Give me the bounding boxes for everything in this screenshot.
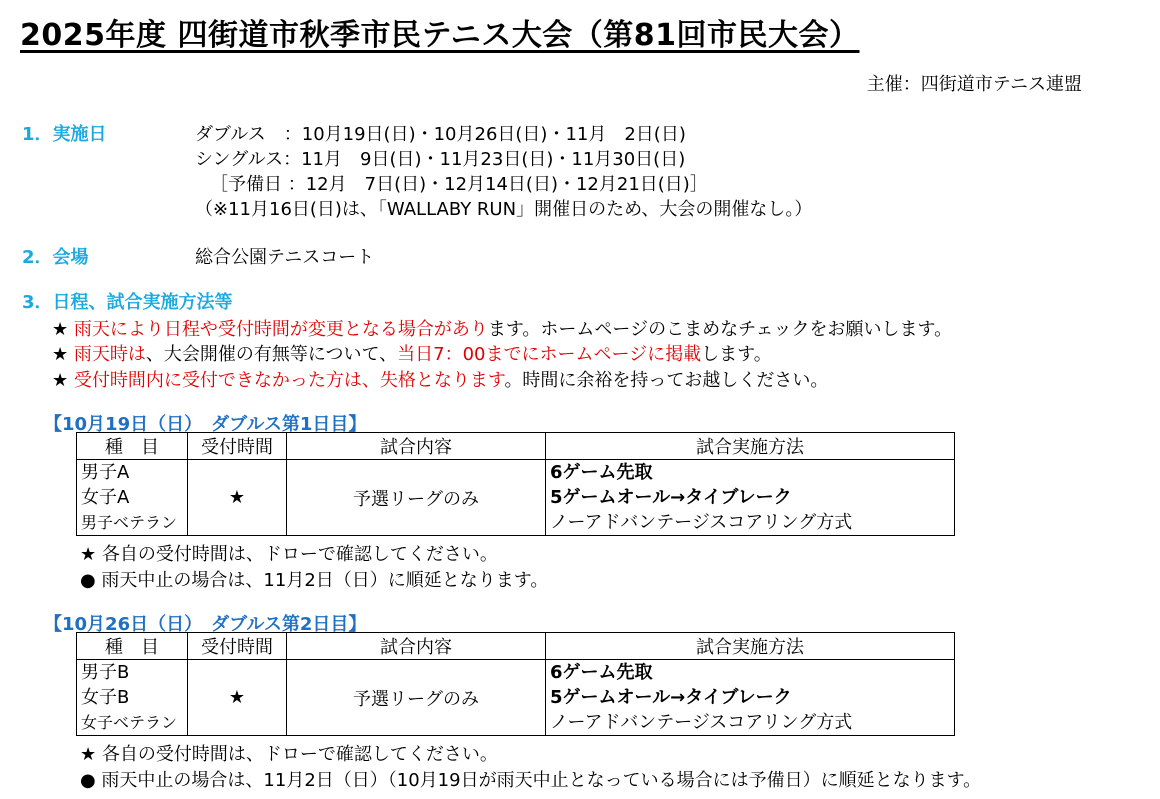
table-row	[77, 660, 955, 736]
header-method: 試合実施方法	[546, 433, 955, 460]
notice-2-rest: します。	[701, 344, 772, 365]
method-item: 5ゲームオール→タイブレーク	[550, 487, 792, 508]
category-cell	[77, 460, 188, 536]
method-item: 6ゲーム先取	[550, 462, 653, 483]
notice-2-mid: 、大会開催の有無等について、	[145, 344, 398, 365]
header-method: 試合実施方法	[546, 633, 955, 660]
notice-1-rest: ます。ホームページのこまめなチェックをお願いします。	[487, 319, 953, 340]
doubles-dates: ダブルス ：10月19日(日)・10月26日(日)・11月 2日(日)	[195, 124, 686, 145]
organizer: 主催：四街道市テニス連盟	[866, 74, 1082, 95]
content-cell: 予選リーグのみ	[287, 660, 546, 736]
method-cell	[546, 460, 955, 536]
notice-3-rest: 。時間に余裕を持ってお越しください。	[504, 370, 829, 391]
day-2-note-2: ● 雨天中止の場合は、11月2日（日）（10月19日が雨天中止となっている場合には予備日）に順延となります。	[80, 770, 982, 791]
category-cell	[77, 660, 188, 736]
method-item: 6ゲーム先取	[550, 662, 653, 683]
method-item: ノーアドバンテージスコアリング方式	[550, 712, 853, 733]
singles-dates: シングルス：11月 9日(日)・11月23日(日)・11月30日(日)	[195, 149, 686, 170]
page-title: 2025年度 四街道市秋季市民テニス大会（第81回市民大会）	[20, 18, 860, 53]
time-cell: ★	[188, 660, 287, 736]
category-item: 男子ベテラン	[81, 513, 178, 532]
notice-3-red: 受付時間内に受付できなかった方は、失格となります	[73, 370, 505, 391]
star-icon: ★	[52, 344, 69, 365]
star-icon: ★	[52, 370, 69, 391]
method-cell	[546, 660, 955, 736]
category-item: 男子B	[81, 662, 130, 683]
notice-1	[52, 315, 952, 341]
star-icon: ★	[52, 319, 69, 340]
category-item: 女子A	[81, 487, 130, 508]
date-note: （※11月16日(日)は、「WALLABY RUN」開催日のため、大会の開催なし。）	[195, 199, 813, 220]
time-cell: ★	[188, 460, 287, 536]
day-1-note-2: ● 雨天中止の場合は、11月2日（日）に順延となります。	[80, 570, 549, 591]
table-header-row	[77, 633, 955, 660]
category-item: 女子B	[81, 687, 130, 708]
header-category: 種 目	[77, 433, 188, 460]
section-2-label: 2．会場	[22, 247, 89, 268]
method-item: 5ゲームオール→タイブレーク	[550, 687, 792, 708]
venue: 総合公園テニスコート	[195, 247, 375, 268]
header-time: 受付時間	[188, 633, 287, 660]
section-1-label: 1．実施日	[22, 124, 107, 145]
table-header-row	[77, 433, 955, 460]
reserve-dates: ［予備日 ：12月 7日(日)・12月14日(日)・12月21日(日)］	[210, 174, 708, 195]
notice-2-red-2: 当日7：00までにホームページに掲載	[397, 344, 702, 365]
day-2-table	[76, 632, 955, 736]
header-time: 受付時間	[188, 433, 287, 460]
notice-1-red: 雨天により日程や受付時間が変更となる場合があり	[73, 319, 488, 340]
notice-2-red-1: 雨天時は	[73, 344, 146, 365]
notice-2	[52, 340, 772, 366]
table-row	[77, 460, 955, 536]
day-2-heading: 【10月26日（日） ダブルス第2日目】	[44, 614, 367, 635]
header-content: 試合内容	[287, 633, 546, 660]
day-1-heading: 【10月19日（日） ダブルス第1日目】	[44, 414, 367, 435]
notice-3	[52, 366, 828, 392]
day-1-note-1: ★ 各自の受付時間は、ドローで確認してください。	[80, 544, 498, 565]
content-cell: 予選リーグのみ	[287, 460, 546, 536]
header-category: 種 目	[77, 633, 188, 660]
category-item: 男子A	[81, 462, 130, 483]
day-2-note-1: ★ 各自の受付時間は、ドローで確認してください。	[80, 744, 498, 765]
category-item: 女子ベテラン	[81, 713, 178, 732]
section-3-label: 3．日程、試合実施方法等	[22, 292, 233, 313]
method-item: ノーアドバンテージスコアリング方式	[550, 512, 853, 533]
day-1-table	[76, 432, 955, 536]
header-content: 試合内容	[287, 433, 546, 460]
